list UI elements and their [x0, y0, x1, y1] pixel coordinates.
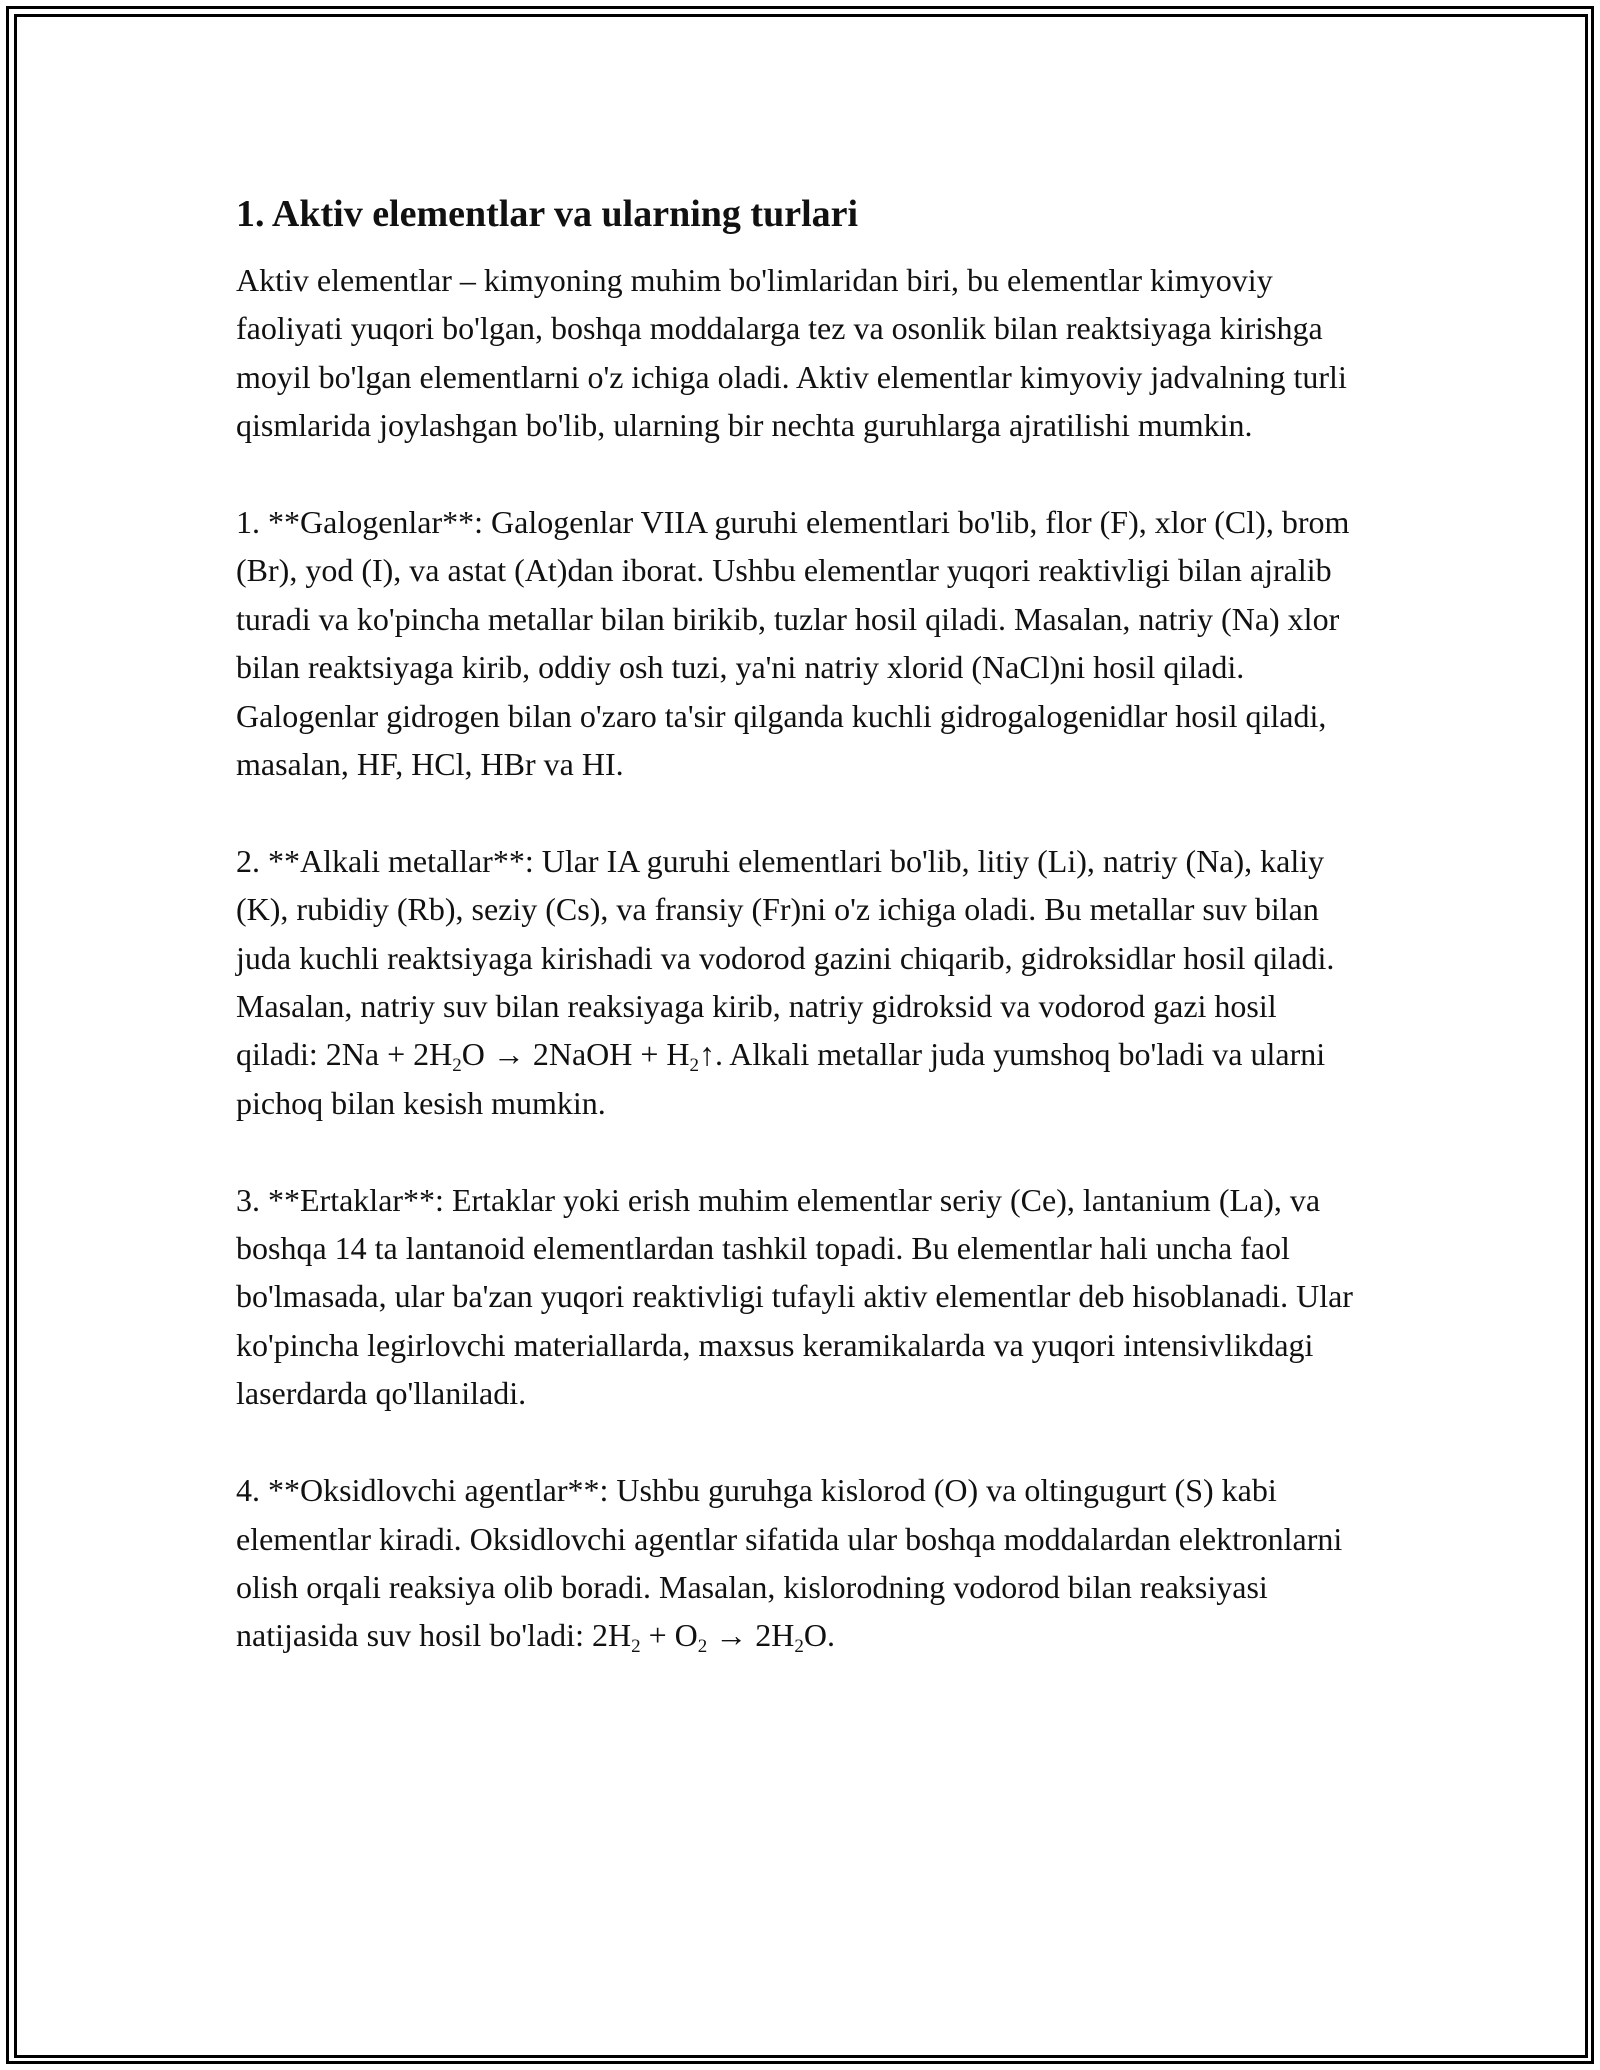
section-ertaklar: 3. **Ertaklar**: Ertaklar yoki erish muhim elementlar seriy (Ce), lantanium (La), va boshqa 14 ta lantanoid elementlardan tashkil topadi. Bu elementlar hali uncha faol bo'lmasada, ular ba'zan yuqori reaktivligi tufayli aktiv elementlar deb hisoblanadi. Ular ko'pincha legirlovchi materiallarda, maxsus keramikalarda va yuqori intensivlikdagi laserdarda qo'llaniladi. [236, 1181, 1353, 1412]
document-body [236, 182, 1364, 1708]
chemical-equation: $2H_2 + O_2 \to 2H_2O$. [591, 1617, 835, 1658]
section-alkali-metallar [236, 837, 1364, 1127]
document-title: 1. Aktiv elementlar va ularning turlari [236, 193, 859, 235]
chemical-equation: $2Na + 2H_2O$ → 2NaOH + $H_2↑$. [325, 1036, 724, 1077]
section-text: Alkali metallar juda yumshoq bo'ladi va ularni pichoq bilan kesish mumkin. [236, 1036, 1326, 1121]
section-text: 2. **Alkali metallar**: Ular IA guruhi elementlari bo'lib, litiy (Li), natriy (Na), kaliy (K), rubidiy (Rb), seziy (Cs), va fransiy (Fr)ni o'z ichiga oladi. Bu metallar suv bilan juda kuchli reaktsiyaga kirishadi va vodorod gazini chiqarib, gidroksidlar hosil qiladi. Masalan, natriy suv bilan reaksiyaga kirib, natriy gidroksid va vodorod gazi hosil qiladi: [236, 842, 1335, 1073]
section-oksidlovchi-agentlar [236, 1466, 1364, 1660]
section-galogenlar: 1. **Galogenlar**: Galogenlar VIIA guruhi elementlari bo'lib, flor (F), xlor (Cl), brom (Br), yod (I), va astat (At)dan iborat. Ushbu elementlar yuqori reaktivligi bilan ajralib turadi va ko'pincha metallar bilan birikib, tuzlar hosil qiladi. Masalan, natriy (Na) xlor bilan reaktsiyaga kirib, oddiy osh tuzi, ya'ni natriy xlorid (NaCl)ni hosil qiladi. Galogenlar gidrogen bilan o'zaro ta'sir qilganda kuchli gidrogalogenidlar hosil qiladi, masalan, HF, HCl, HBr va HI. [236, 504, 1350, 783]
section-text: 4. **Oksidlovchi agentlar**: Ushbu guruhga kislorod (O) va oltingugurt (S) kabi elementlar kiradi. Oksidlovchi agentlar sifatida ular boshqa moddalardan elektronlarni olish orqali reaksiya olib boradi. Masalan, kislorodning vodorod bilan reaksiyasi natijasida suv hosil bo'ladi: [236, 1472, 1343, 1654]
intro-paragraph: Aktiv elementlar – kimyoning muhim bo'limlaridan biri, bu elementlar kimyoviy faoliyati yuqori bo'lgan, boshqa moddalarga tez va osonlik bilan reaktsiyaga kirishga moyil bo'lgan elementlarni o'z ichiga oladi. Aktiv elementlar kimyoviy jadvalning turli qismlarida joylashgan bo'lib, ularning bir nechta guruhlarga ajratilishi mumkin. [236, 262, 1347, 444]
